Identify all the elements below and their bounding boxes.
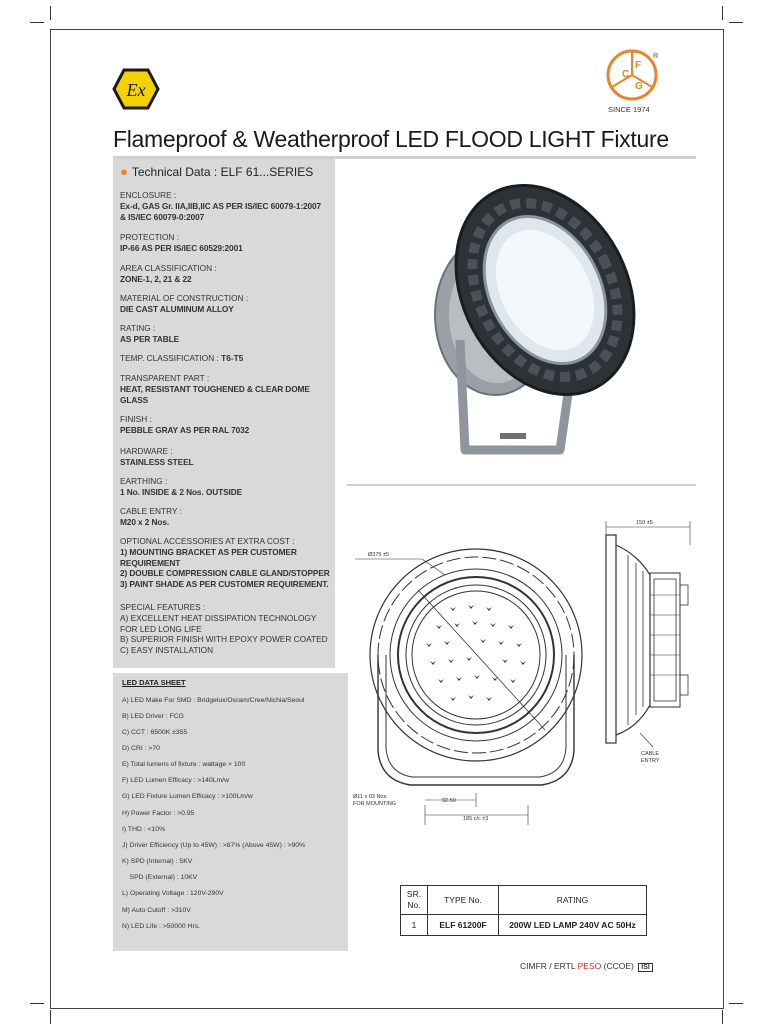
led-item: L) Operating Voltage : 120V-290V [122,890,224,897]
svg-text:FOR MOUNTING: FOR MOUNTING [353,801,397,807]
svg-text:Ø375 ±5: Ø375 ±5 [368,552,390,558]
spec-hardware: HARDWARE : STAINLESS STEEL [120,446,194,467]
spec-material: MATERIAL OF CONSTRUCTION : DIE CAST ALUMINUM ALLOY [120,293,249,314]
side-view-drawing [598,515,698,775]
crop-mark [722,6,723,20]
spec-area-classification: AREA CLASSIFICATION : ZONE-1, 2, 21 & 22 [120,263,217,284]
crop-mark [729,1003,743,1004]
crop-mark [30,1003,44,1004]
spec-optional-accessories: OPTIONAL ACCESSORIES AT EXTRA COST : 1) MOUNTING BRACKET AS PER CUSTOMER REQUIREMENT 2) DOUBLE COMPRESSION CABLE GLAND/STOPPER 3) PAINT SHADE AS PER CUSTOMER REQUIREMENT. [120,536,330,590]
rating-table [400,885,647,936]
svg-text:185 c/c ±3: 185 c/c ±3 [463,816,489,822]
certification-footer: CIMFR / ERTL PESO (CCOE) ISI [520,961,653,972]
crop-mark [729,22,743,23]
spec-protection: PROTECTION : IP-66 AS PER IS/IEC 60529:2001 [120,232,243,253]
led-item: H) Power Factor : >0.95 [122,810,195,817]
svg-text:F: F [635,60,642,71]
spec-earthing: EARTHING : 1 No. INSIDE & 2 Nos. OUTSIDE [120,476,243,497]
led-item: J) Driver Efficiency (Up to 45W) : >87% (Above 45W) : >90% [122,842,306,849]
led-item: I) THD : <10% [122,826,166,833]
svg-text:Ex: Ex [126,80,146,100]
header-sr-no: SR. No. [401,886,428,915]
svg-text:ENTRY: ENTRY [641,758,660,764]
led-data-sheet-title: LED DATA SHEET [122,678,186,687]
flood-light-photo [405,165,645,465]
front-view-drawing [350,535,600,830]
technical-data-heading: ● Technical Data : ELF 61...SERIES [120,164,314,179]
led-item: M) Auto Cutoff : >310V [122,907,191,914]
svg-text:CABLE: CABLE [641,751,660,757]
led-item: F) LED Lumen Efficacy : >140Lm/w [122,777,229,784]
svg-text:C: C [622,69,630,80]
spec-rating: RATING : AS PER TABLE [120,323,180,344]
svg-text:SINCE 1974: SINCE 1974 [608,105,650,114]
svg-text:G: G [635,81,643,92]
spec-temp-classification: TEMP. CLASSIFICATION : T6-T5 [120,353,244,363]
spec-special-features: SPECIAL FEATURES : A) EXCELLENT HEAT DISSIPATION TECHNOLOGY FOR LED LONG LIFE B) SUPERIOR FINISH WITH EPOXY POWER COATED C) EASY INSTALLATION [120,602,328,656]
header-type-no: TYPE No. [428,886,499,915]
page-title: Flameproof & Weatherproof LED FLOOD LIGHT Fixture [113,126,669,152]
crop-mark [50,1010,51,1024]
led-item: C) CCT : 6500K ±355 [122,729,188,736]
cell-rating: 200W LED LAMP 240V AC 50Hz [499,915,647,936]
led-item: B) LED Driver : FCG [122,713,184,720]
isi-mark-icon: ISI [638,963,653,972]
company-logo-icon [600,48,670,116]
spec-finish: FINISH : PEBBLE GRAY AS PER RAL 7032 [120,414,250,435]
crop-mark [722,1010,723,1024]
svg-text:92.50: 92.50 [442,798,456,804]
crop-mark [50,6,51,20]
spec-enclosure: ENCLOSURE : Ex-d, GAS Gr. IIA,IIB,IIC AS PER IS/IEC 60079-1:2007 & IS/IEC 60079-0:2007 [120,190,322,222]
spec-cable-entry: CABLE ENTRY : M20 x 2 Nos. [120,506,182,527]
section-divider [347,484,696,486]
led-item: K) SPD (Internal) : 5KV [122,858,193,865]
spec-transparent-part: TRANSPARENT PART : HEAT, RESISTANT TOUGHENED & CLEAR DOME GLASS [120,373,310,405]
led-item: A) LED Make For SMD : Bridgelux/Osram/Cree/Nichia/Seoul [122,697,305,704]
led-item: D) CRI : >70 [122,745,160,752]
crop-mark [30,22,44,23]
svg-text:Ø11 x 03 Nos.: Ø11 x 03 Nos. [353,794,388,800]
cell-sr: 1 [401,915,428,936]
led-item: E) Total lumens of fixture : wattage × 100 [122,761,246,768]
led-item: SPD (External) : 10KV [122,874,198,881]
table-row [401,915,647,936]
led-item: G) LED Fixture Lumen Efficacy : >100Lm/w [122,793,253,800]
bullet-dot-icon: ● [120,164,128,179]
header-rating: RATING [499,886,647,915]
table-header-row [401,886,647,915]
svg-text:®: ® [653,53,659,60]
svg-text:150 ±5: 150 ±5 [636,520,653,526]
cell-type: ELF 61200F [428,915,499,936]
led-item: N) LED Life : >50000 Hrs. [122,923,201,930]
ex-hazard-icon [112,68,160,110]
